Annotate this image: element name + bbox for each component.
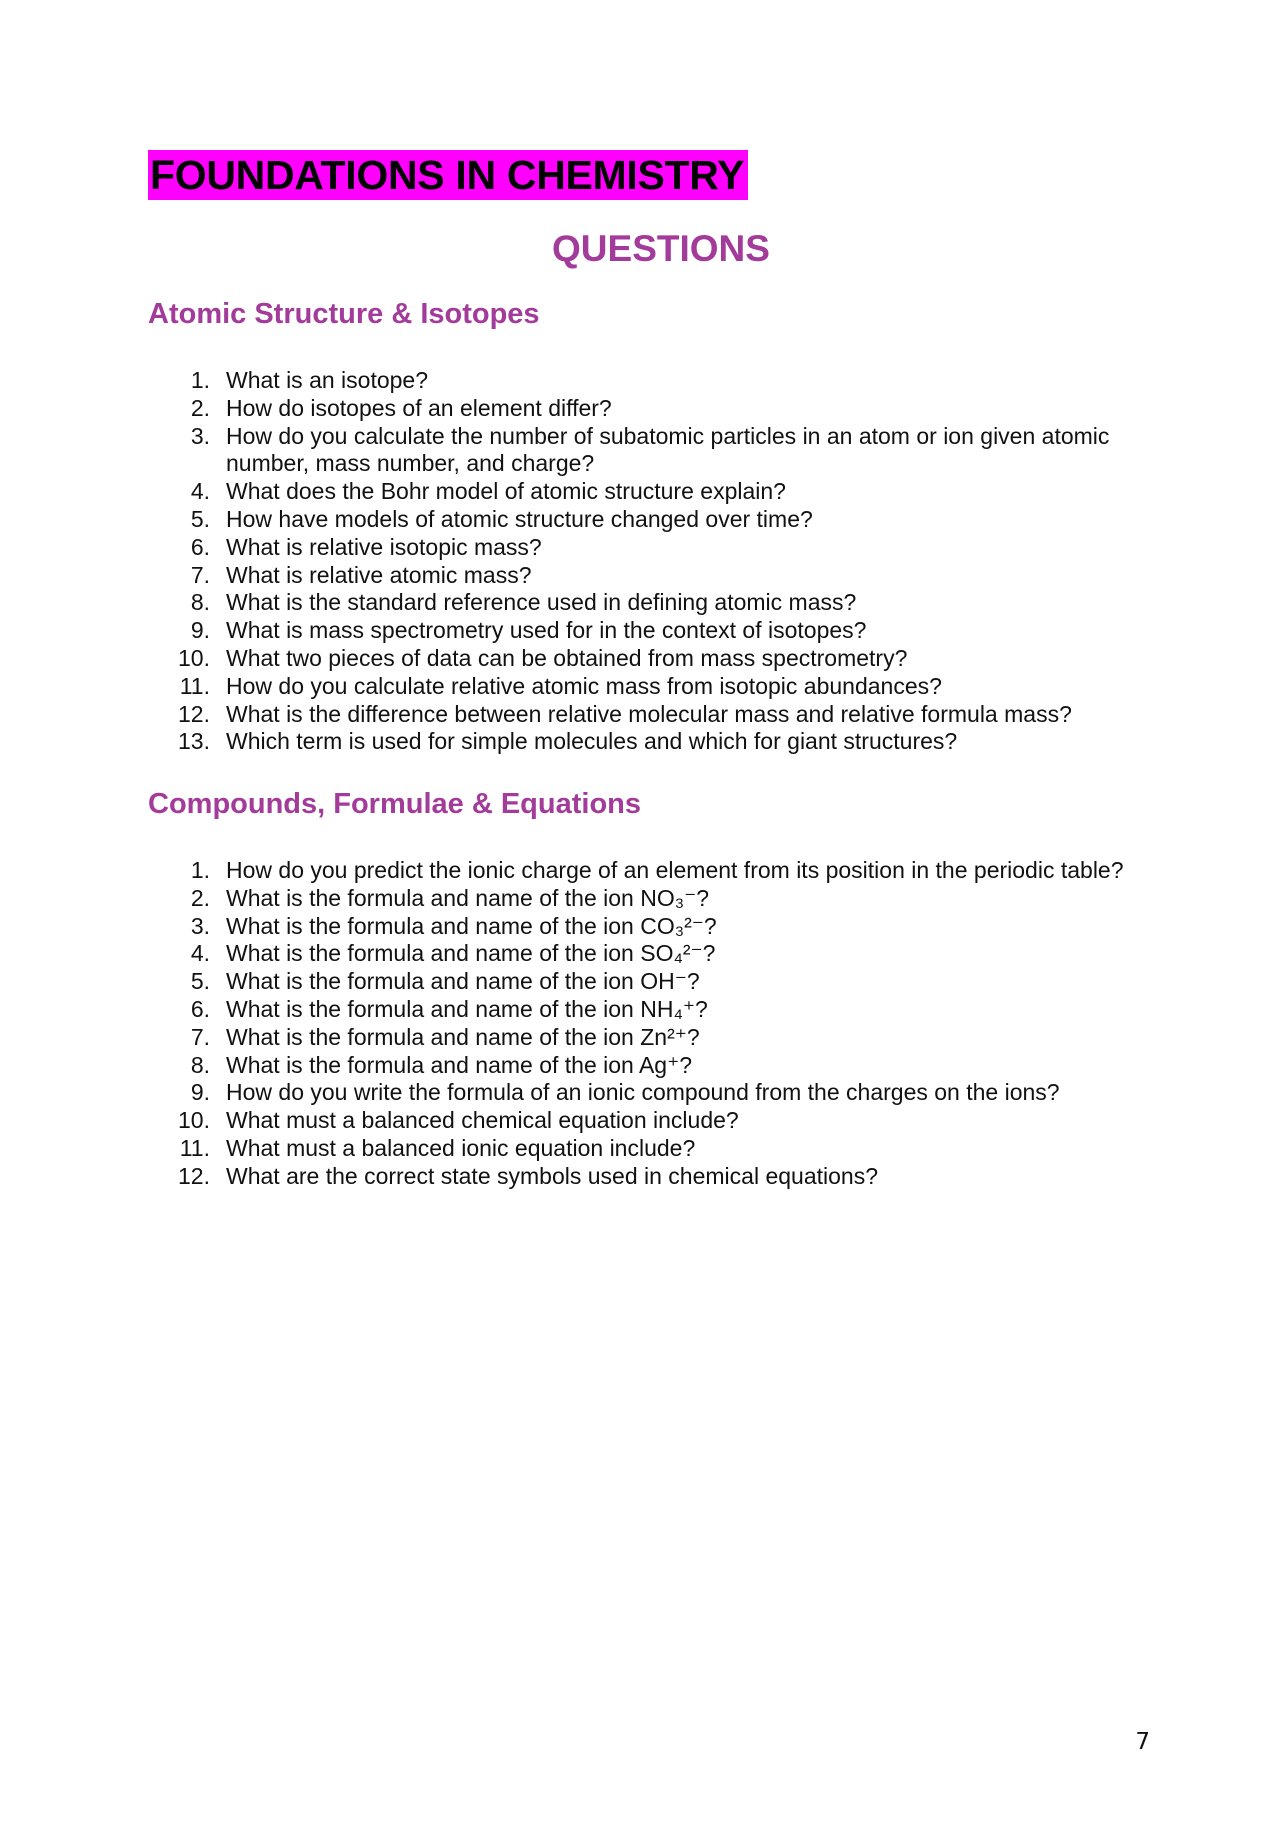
question-number: 7. bbox=[190, 561, 210, 588]
question-text: What is an isotope? bbox=[226, 367, 429, 393]
question-text: What must a balanced chemical equation include? bbox=[226, 1107, 739, 1134]
page-number: 7 bbox=[1135, 1729, 1150, 1755]
question-number: 10. bbox=[178, 1107, 210, 1134]
list-item bbox=[148, 913, 1148, 941]
list-item bbox=[148, 1052, 1148, 1080]
question-number: 11. bbox=[179, 672, 210, 699]
question-text: How do isotopes of an element differ? bbox=[226, 394, 612, 421]
question-number: 12. bbox=[178, 1162, 210, 1189]
list-item bbox=[148, 728, 1148, 756]
question-text: Which term is used for simple molecules and which for giant structures? bbox=[226, 728, 958, 755]
question-number: 13. bbox=[178, 728, 210, 755]
question-text: What must a balanced ionic equation include? bbox=[226, 1134, 696, 1161]
list-item bbox=[148, 617, 1148, 645]
list-item bbox=[148, 1079, 1148, 1107]
list-item bbox=[148, 562, 1148, 590]
question-text: What is the standard reference used in defining atomic mass? bbox=[226, 589, 857, 616]
list-item bbox=[148, 423, 1148, 479]
question-number: 3. bbox=[190, 912, 210, 939]
question-text: How do you calculate relative atomic mass from isotopic abundances? bbox=[226, 672, 942, 699]
section-heading-compounds: Compounds, Formulae & Equations bbox=[148, 788, 642, 820]
list-item bbox=[148, 645, 1148, 673]
question-number: 9. bbox=[190, 1079, 210, 1106]
question-text: What are the correct state symbols used in chemical equations? bbox=[226, 1162, 878, 1189]
list-item bbox=[148, 857, 1148, 885]
question-number: 4. bbox=[190, 940, 210, 967]
list-item bbox=[148, 701, 1148, 729]
question-number: 2. bbox=[190, 884, 210, 911]
question-text: What is the formula and name of the ion NH₄⁺? bbox=[226, 995, 708, 1022]
question-number: 5. bbox=[190, 505, 210, 532]
question-number: 10. bbox=[178, 644, 210, 671]
list-item bbox=[148, 885, 1148, 913]
list-item bbox=[148, 968, 1148, 996]
question-list-atomic-structure bbox=[148, 367, 1148, 756]
question-text: What does the Bohr model of atomic structure explain? bbox=[226, 478, 786, 505]
section-heading-atomic-structure: Atomic Structure & Isotopes bbox=[148, 298, 540, 330]
list-item bbox=[148, 1163, 1148, 1191]
question-text: What is mass spectrometry used for in the context of isotopes? bbox=[226, 617, 867, 644]
question-number: 6. bbox=[190, 533, 210, 560]
question-number: 1. bbox=[190, 367, 210, 393]
list-item bbox=[148, 506, 1148, 534]
question-text: What is the formula and name of the ion Ag⁺? bbox=[226, 1051, 693, 1078]
question-number: 2. bbox=[190, 394, 210, 421]
question-text: What two pieces of data can be obtained from mass spectrometry? bbox=[226, 644, 908, 671]
question-number: 5. bbox=[190, 968, 210, 995]
list-item bbox=[148, 367, 1148, 395]
question-number: 12. bbox=[178, 700, 210, 727]
list-item bbox=[148, 589, 1148, 617]
list-item bbox=[148, 395, 1148, 423]
question-number: 1. bbox=[190, 857, 210, 883]
question-number: 6. bbox=[190, 995, 210, 1022]
question-text: What is the formula and name of the ion SO₄²⁻? bbox=[226, 940, 716, 967]
question-text: How do you write the formula of an ionic compound from the charges on the ions? bbox=[226, 1079, 1060, 1106]
question-number: 3. bbox=[190, 422, 210, 449]
question-number: 7. bbox=[190, 1023, 210, 1050]
question-text: What is relative isotopic mass? bbox=[226, 533, 542, 560]
question-text: What is the formula and name of the ion NO₃⁻? bbox=[226, 884, 710, 911]
list-item bbox=[148, 1107, 1148, 1135]
question-number: 11. bbox=[179, 1134, 210, 1161]
question-text: How do you predict the ionic charge of an element from its position in the periodic table? bbox=[226, 857, 1124, 883]
question-text: How have models of atomic structure changed over time? bbox=[226, 505, 813, 532]
list-item bbox=[148, 940, 1148, 968]
list-item bbox=[148, 1024, 1148, 1052]
question-text: How do you calculate the number of subatomic particles in an atom or ion given atomic number, mass number, and charge? bbox=[226, 422, 1110, 477]
question-text: What is the formula and name of the ion Zn²⁺? bbox=[226, 1023, 700, 1050]
question-text: What is the difference between relative molecular mass and relative formula mass? bbox=[226, 700, 1072, 727]
list-item bbox=[148, 673, 1148, 701]
page-subtitle: QUESTIONS bbox=[552, 228, 770, 269]
question-text: What is the formula and name of the ion OH⁻? bbox=[226, 968, 700, 995]
question-number: 8. bbox=[190, 589, 210, 616]
page-title: FOUNDATIONS IN CHEMISTRY bbox=[148, 150, 748, 200]
question-number: 9. bbox=[190, 617, 210, 644]
list-item bbox=[148, 996, 1148, 1024]
list-item bbox=[148, 478, 1148, 506]
question-number: 8. bbox=[190, 1051, 210, 1078]
question-text: What is the formula and name of the ion CO₃²⁻? bbox=[226, 912, 717, 939]
question-number: 4. bbox=[190, 478, 210, 505]
list-item bbox=[148, 1135, 1148, 1163]
question-list-compounds bbox=[148, 857, 1148, 1191]
question-text: What is relative atomic mass? bbox=[226, 561, 532, 588]
list-item bbox=[148, 534, 1148, 562]
